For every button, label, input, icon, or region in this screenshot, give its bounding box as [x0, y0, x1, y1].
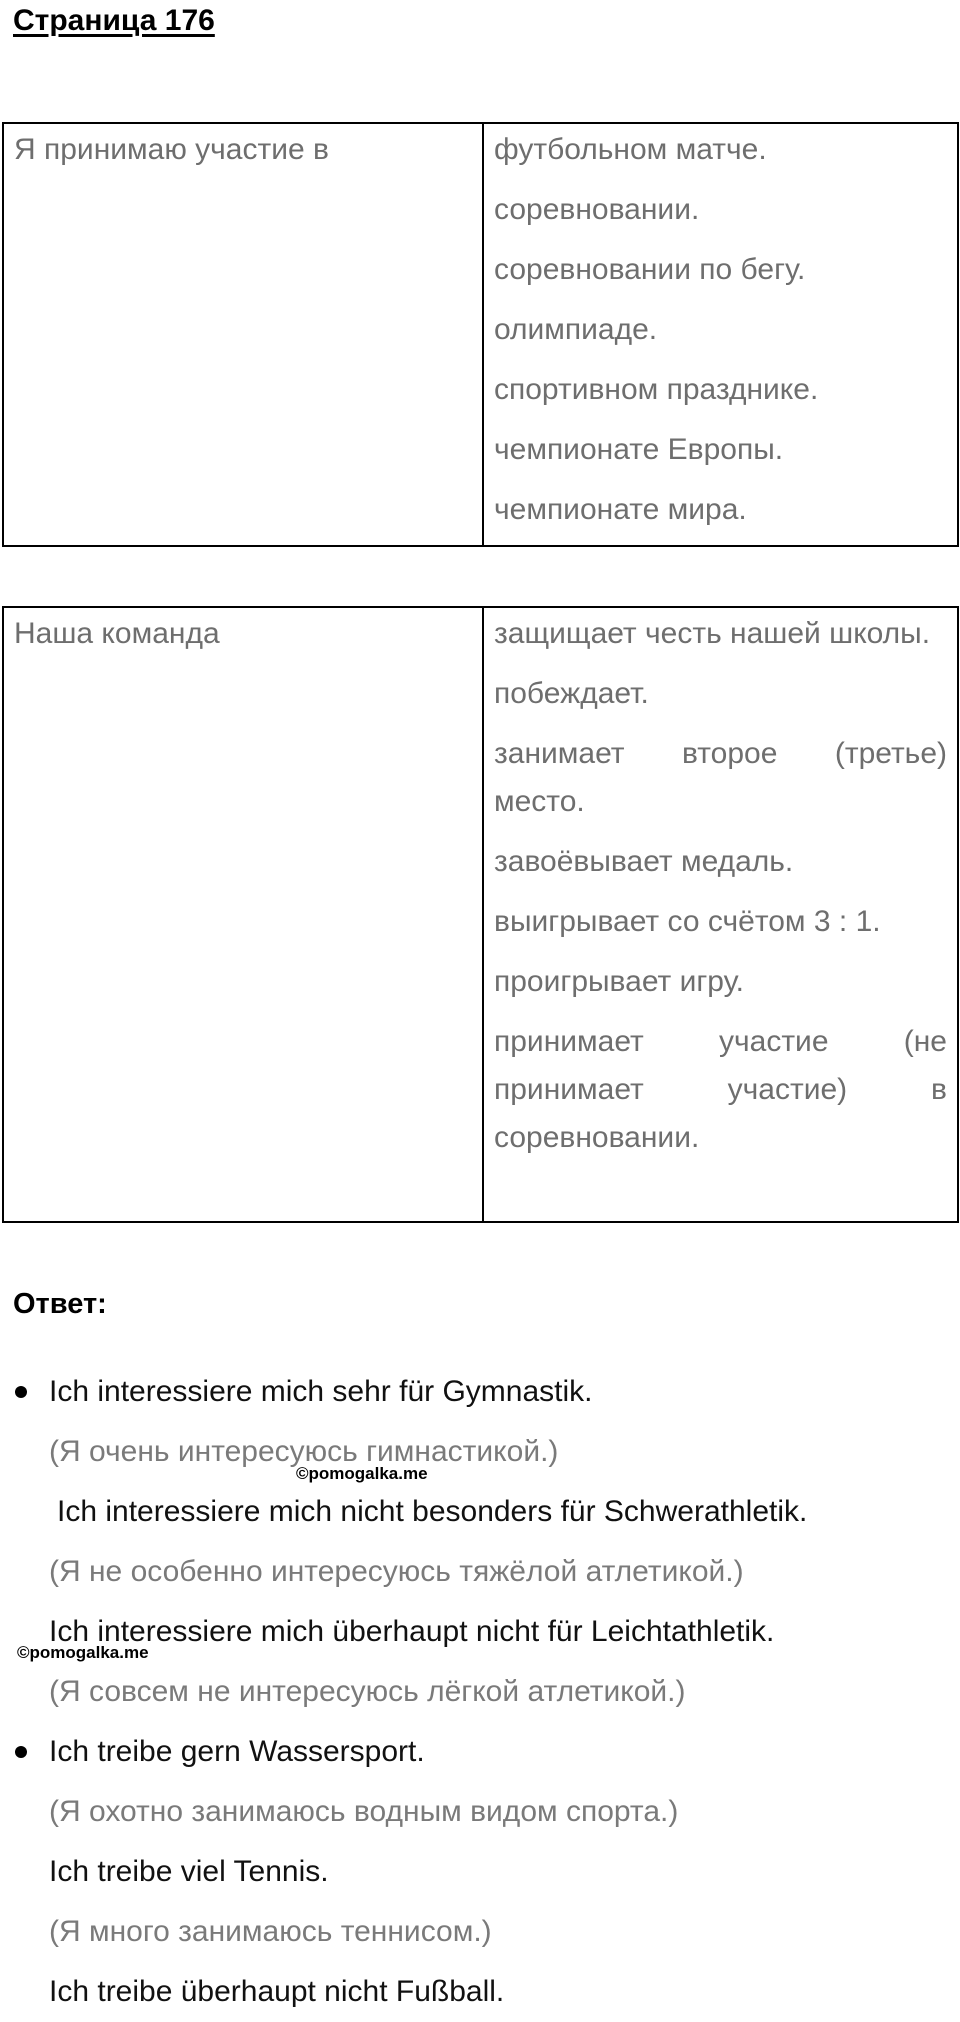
table-right-item: чемпионате Европы. [494, 433, 784, 466]
table-left-text: Я принимаю участие в [14, 133, 329, 166]
answer-text: Ich interessiere mich überhaupt nicht für Leichtathletik. [49, 1615, 775, 1648]
table-left-cell [3, 607, 483, 1222]
phrase-table-team [2, 606, 959, 1223]
answer-line-german [0, 1842, 960, 1902]
bullet-icon [15, 1386, 27, 1398]
answer-line-translation [0, 1902, 960, 1962]
answer-line-german [0, 1962, 960, 2022]
table-right-item: принимает участие (не принимает участие) в соревновании. [494, 1025, 947, 1154]
answer-text: Ich interessiere mich sehr für Gymnastik. [49, 1375, 593, 1408]
table-right-item: чемпионате мира. [494, 493, 747, 526]
table-right-item: проигрывает игру. [494, 965, 744, 998]
answer-line-translation [0, 1662, 960, 1722]
answer-line-german [0, 1722, 960, 1782]
table-right-item: спортивном празднике. [494, 373, 819, 406]
answer-line-german [0, 1482, 960, 1542]
answer-heading: Ответ: [13, 1288, 107, 1320]
table-right-item: побеждает. [494, 677, 649, 710]
answer-line-translation [0, 1542, 960, 1602]
table-right-item: футбольном матче. [494, 133, 767, 166]
answer-text: (Я много занимаюсь теннисом.) [49, 1915, 492, 1948]
answer-text: Ich treibe überhaupt nicht Fußball. [49, 1975, 505, 2008]
answer-line-german [0, 1362, 960, 1422]
watermark: ©pomogalka.me [17, 1643, 149, 1662]
answer-line-translation [0, 1782, 960, 1842]
table-left-text: Наша команда [14, 617, 220, 650]
answer-text: (Я совсем не интересуюсь лёгкой атлетикой.) [49, 1675, 686, 1708]
answer-text: Ich treibe viel Tennis. [49, 1855, 329, 1888]
answer-text: (Я не особенно интересуюсь тяжёлой атлетикой.) [49, 1555, 744, 1588]
answer-text: Ich treibe gern Wassersport. [49, 1735, 425, 1768]
table-right-item: соревновании. [494, 193, 700, 226]
table-left-cell [3, 123, 483, 546]
table-right-item: соревновании по бегу. [494, 253, 806, 286]
table-right-item: завоёвывает медаль. [494, 845, 794, 878]
table-right-item: выигрывает со счётом 3 : 1. [494, 905, 881, 938]
answer-text: (Я охотно занимаюсь водным видом спорта.) [49, 1795, 679, 1828]
answer-list [0, 1362, 960, 2022]
table-right-item: защищает честь нашей школы. [494, 617, 931, 650]
watermark: ©pomogalka.me [296, 1464, 428, 1483]
table-right-cell [483, 607, 958, 1222]
answer-text: Ich interessiere mich nicht besonders für Schwerathletik. [57, 1495, 808, 1528]
answer-text: (Я очень интересуюсь гимнастикой.) [49, 1435, 559, 1468]
page-title: Страница 176 [13, 4, 215, 37]
table-right-item: олимпиаде. [494, 313, 658, 346]
answer-line-translation [0, 1422, 960, 1482]
table-right-item: занимает второе (третье) место. [494, 737, 947, 818]
bullet-icon [15, 1746, 27, 1758]
table-right-cell [483, 123, 958, 546]
phrase-table-participation [2, 122, 959, 547]
